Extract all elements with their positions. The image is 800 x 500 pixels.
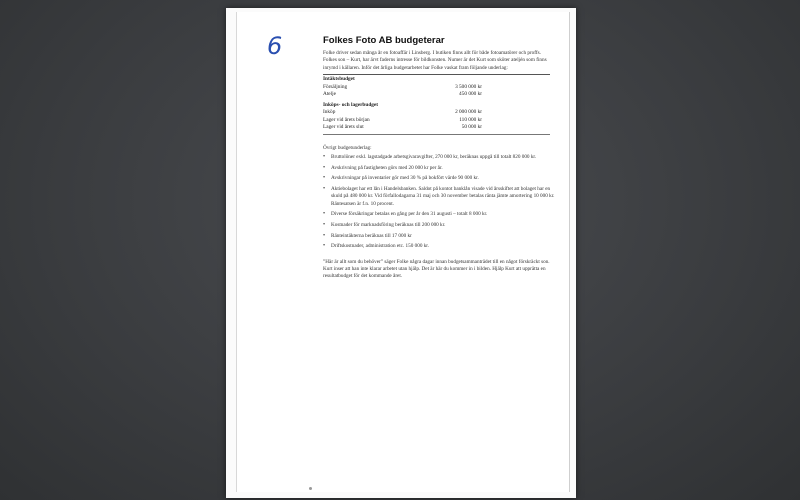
row-label: Atelje bbox=[323, 91, 336, 98]
scan-dot bbox=[309, 487, 312, 490]
row-value: 110 000 kr bbox=[459, 116, 482, 123]
row-value: 2 000 000 kr bbox=[455, 109, 482, 116]
income-heading: Intäktsbudget bbox=[323, 76, 355, 83]
page-title: Folkes Foto AB budgeterar bbox=[323, 35, 445, 46]
budget-bullet-list bbox=[323, 154, 555, 250]
page-sheet bbox=[236, 12, 570, 492]
list-item: • Diverse försäkringar betalas en gång per år den 31 augusti – totalt 8 000 kr. bbox=[323, 211, 555, 218]
table-row bbox=[323, 91, 555, 99]
row-label: Lager vid årets början bbox=[323, 116, 370, 123]
scanned-page bbox=[226, 8, 576, 498]
list-item: • Driftskostnader, administration etc. 150 000 kr. bbox=[323, 243, 555, 250]
handwritten-page-number: 6 bbox=[267, 32, 283, 60]
page-content bbox=[323, 35, 555, 286]
intro-paragraph: Folke driver sedan många år en fotoaffär i Linsberg. I butiken finns allt för både fotoamatörer och proffs. Folkes son – Kurt, har ärvt faderns intresse för bildkonsten. Numer är det Kurt som sköter ateljén som finns inrymd i källaren. Inför det årliga budgetarbetet har Folke vaskat fram följande underlag: bbox=[323, 50, 547, 71]
table-row bbox=[323, 109, 555, 117]
row-value: 3 500 000 kr bbox=[455, 83, 482, 90]
list-item: • Aktiebolaget har ett lån i Handelsbanken. Saldot på kontot banklån visade vid årsskiftet att bolaget har en skuld på 480 000 kr. Vid förfallodagarna 31 maj och 30 november betalas ränta jämte amortering 10 000 kr. Räntesatsen är f.n. 10 procent. bbox=[323, 186, 555, 208]
list-item: • Bruttolöner exkl. lagstadgade arbetsgivaravgifter, 270 000 kr, beräknas uppgå till totalt 820 000 kr. bbox=[323, 154, 555, 161]
row-label: Inköp bbox=[323, 109, 336, 116]
table-row bbox=[323, 84, 555, 92]
row-label: Lager vid årets slut bbox=[323, 124, 364, 131]
list-item: • Ränteintäkterna beräknas till 17 000 kr bbox=[323, 233, 555, 240]
budget-table bbox=[323, 76, 555, 132]
list-item: • Avskrivning på fastigheten görs med 20 000 kr per år. bbox=[323, 165, 555, 172]
row-label: Försäljning bbox=[323, 83, 348, 90]
list-item: • Kostnader för marknadsföring beräknas till 200 000 kr. bbox=[323, 222, 555, 229]
list-item: • Avskrivningar på inventarier gör med 30 % på bokfört värde 90 000 kr. bbox=[323, 175, 555, 182]
row-value: 450 000 kr bbox=[459, 91, 482, 98]
closing-paragraph: ”Här är allt som du behöver” säger Folke några dagar innan budgetsammanträdet till en något förskräckt son. Kurt inser att han inte klarar arbetet utan hjälp. Det är här du kommer in i bilden. Hjälp Kurt att upprätta en resultatbudget för det kommande året. bbox=[323, 258, 550, 280]
table-top-rule bbox=[323, 74, 550, 75]
table-row bbox=[323, 124, 555, 132]
table-bottom-rule bbox=[323, 134, 550, 135]
row-value: 50 000 kr bbox=[461, 124, 482, 131]
purchase-heading: Inköps- och lagerbudget bbox=[323, 101, 379, 108]
other-lead: Övrigt budgetunderlag: bbox=[323, 144, 372, 151]
